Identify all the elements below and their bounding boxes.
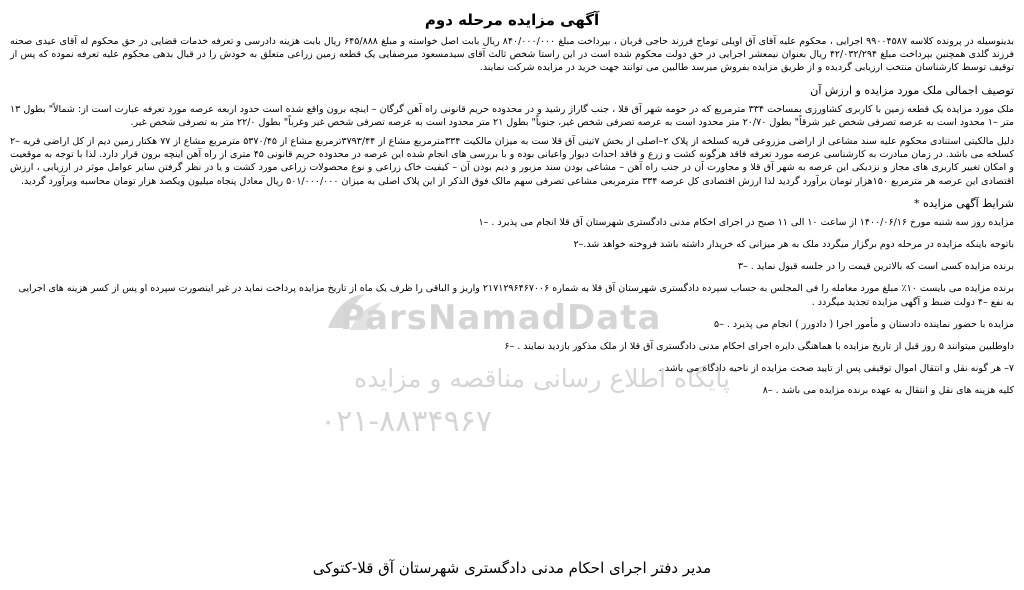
condition-item: باتوجه باینکه مزایده در مرحله دوم برگزار میگردد ملک به هر میزانی که خریدار داشته باشد فروخته خواهد شد.–۲ — [573, 239, 1014, 251]
property-description-1: ملک مورد مزایده یک قطعه زمین با کاربری کشاورزی بمساحت ۳۳۴ مترمربع که در حومه شهر آق قلا ، جنب گاراژ رشید و در محدوده حریم قانونی راه آهن گرگان – اینچه برون واقع شده است حدود اربعه عرصه مورد تعرفه عبارت است از: شمالاً" بطول ۱۳ متر –۱ محدود است به عرصه تصرفی شخص غیر شرقاً" بطول ۲۰/۷۰ متر محدود است به عرصه تصرفی شخص غیر، جنوباً" بطول ۲۱ متر محدود است به عرصه تصرفی شخص غیر وغرباً" بطول ۲۲/۰ متر به تصرفی شخص غیر. — [10, 103, 1015, 128]
condition-item: مزایده با حضور نماینده دادستان و مأمور اجرا ( دادورز ) انجام می پذیرد . –۵ — [714, 318, 1014, 330]
condition-item: برنده مزایده می بایست ۱۰٪ مبلغ مورد معامله را فی المجلس به حساب سپرده دادگستری شهرستان آق قلا به شماره ۲۱۷۱۲۹۶۴۶۷۰۰۶ واریز و الباقی را ظرف یک ماه از تاریخ مزایده پرداخت نماید در غیر اینصورت سپرده او پس از کسر هزینه های اجرایی به نفع –۴ دولت ضبط و آگهی مزایده تجدید میگردد . — [18, 283, 1014, 308]
watermark-phone: ۰۲۱-۸۸۳۴۹۶۷ — [320, 404, 492, 439]
condition-item: کلیه هزینه های نقل و انتقال به عهده برنده مزایده می باشد . –۸ — [762, 385, 1014, 397]
condition-item: داوطلبین میتوانند ۵ روز قبل از تاریخ مزایده با هماهنگی دایره اجرای احکام مدنی دادگستری آق قلا از ملک مذکور بازدید نمایند . –۶ — [504, 341, 1014, 353]
watermark-brand: ParsNamadData — [340, 298, 662, 338]
watermark-tagline: پایگاه اطلاع رسانی مناقصه و مزایده — [354, 364, 730, 393]
condition-item: برنده مزایده کسی است که بالاترین قیمت را در جلسه قبول نماید . –۳ — [737, 261, 1014, 273]
notice-title: آگهی مزایده مرحله دوم — [424, 11, 600, 29]
condition-item: مزایده روز سه شنبه مورخ ۱۴۰۰/۰۶/۱۶ از ساعت ۱۰ الی ۱۱ صبح در اجرای احکام مدنی دادگستری شهرستان آق قلا انجام می پذیرد . –۱ — [478, 216, 1014, 228]
property-description-2: دلیل مالکیتی استنادی محکوم علیه سند مشاعی از اراضی مزروعی قریه کسلخه از پلاک ۲–اصلی از بخش ۷تینی آق قلا ست به میزان مالکیت ۳۳۴مترمربع مشاع از ۳۷۹۳/۴۴ترمربع مشاع از ۵۳۷۰/۴۵ مترمربع مشاع از ۷۷ هکتار زمین دیم از کل اراضی قریه –۲ کسلخه می باشد. در زمان مبادرت به کارشناسی عرصه مورد تعرفه فاقد هرگونه کشت و زرع و فاقد احداث دیوار واعیانی بوده و با بررسی های انجام شده این عرصه در محدوده حریم قانونی ۴۵ متری از راه آهن اینچه برون قرار دارد. لذا با توجه به موقعیت و امکان تغییر کاربری های مجاز و نزدیکی این عرصه به شهر آق قلا و مجاورت آن در جنب راه آهن – مشاعی بودن سند مزبور و دیم بودن آن – کیفیت خاک زراعی و نوع محصولات زراعی مورد کشت و یا در نظر گرفتن سایر عوامل موثر در ارزیابی ، ارزش اقتصادی این عرصه هر مترمربع ۱۵۰هزار تومان برآورد گردید لذا ارزش اقتصادی کل عرصه ۳۳۴ مترمربعی مشاعی تصرفی سهم مالک فوق الذکر از این پلاک اصلی به میزان ۵۰۱/۰۰۰/۰۰۰ ریال معادل پنجاه میلیون ویکصد هزار تومان محاسبه وبرآورد گردید. — [10, 136, 1015, 187]
intro-paragraph: بدینوسیله در پرونده کلاسه ۹۹۰۰۴۵۸۷ اجرایی ، محکوم علیه آقای آق اویلی توماج فرزند حاجی قربان ، بپرداخت مبلغ ۸۴۰/۰۰۰/۰۰۰ ریال بابت اصل خواسته و مبلغ ۶۴۵/۸۸۸ ریال بابت هزینه دادرسی و تعرفه خدمات قضایی در حق محکوم له آقای عیدی صحنه فرزند گلدی همچنین بپرداخت مبلغ ۴۲/۰۳۲/۲۹۴ ریال بعنوان نیمعشر اجرایی در حق دولت محکوم شده است در این راستا شخص ثالث آقای سیدمسعود میرصفایی یک قطعه زمین زراعی متعلق به خودش را در قبال بدهی محکوم علیه تعرفه نموده که پس از توقیف توسط کارشناسان منتخب ارزیابی گردیده و از طریق مزایده بفروش میرسد طالبین می توانند جهت خرید در مزایده شرکت نمایند. — [10, 36, 1014, 74]
property-summary-heading: توصیف اجمالی ملک مورد مزایده و ارزش آن — [810, 83, 1014, 97]
condition-item: ۷– هر گونه نقل و انتقال اموال توقیفی پس از تایید صحت مزایده از ناحیه دادگاه می باشد . — [658, 363, 1014, 375]
signature-line: مدیر دفتر اجرای احکام مدنی دادگستری شهرستان آق قلا-کتوکی — [312, 559, 712, 577]
conditions-heading: شرایط آگهی مزایده * — [914, 196, 1014, 210]
